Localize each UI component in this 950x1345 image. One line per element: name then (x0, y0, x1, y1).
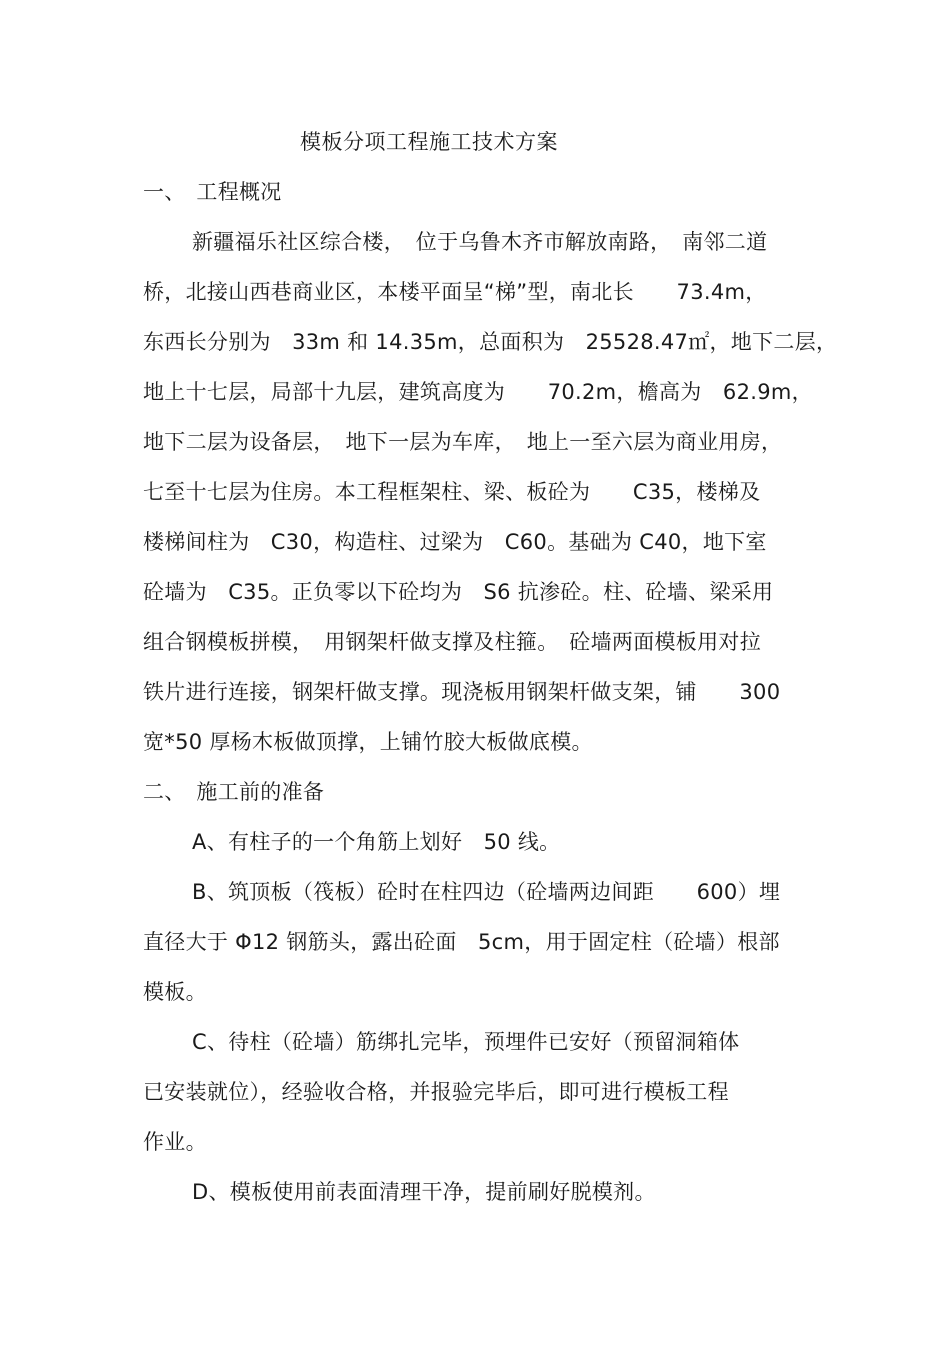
paragraph-line: 组合钢模板拼模， 用钢架杆做支撑及柱箍。 砼墙两面模板用对拉 (143, 630, 761, 654)
paragraph-line: 东西长分别为 33m 和 14.35m，总面积为 25528.47㎡，地下二层， (143, 330, 838, 354)
paragraph-line: 七至十七层为住房。本工程框架柱、梁、板砼为 C35，楼梯及 (143, 480, 761, 504)
paragraph-line: 桥，北接山西巷商业区，本楼平面呈“梯”型，南北长 73.4m， (143, 280, 767, 304)
paragraph-line: 地下二层为设备层， 地下一层为车库， 地上一至六层为商业用房， (143, 430, 783, 454)
document-title: 模板分项工程施工技术方案 (300, 130, 558, 154)
list-item-c: C、待柱（砼墙）筋绑扎完毕，预埋件已安好（预留洞箱体 (192, 1030, 740, 1054)
list-item-b: B、筑顶板（筏板）砼时在柱四边（砼墙两边间距 600）埋 (192, 880, 781, 904)
list-item-c-line: 已安装就位），经验收合格，并报验完毕后，即可进行模板工程 (143, 1080, 729, 1104)
list-item-d: D、模板使用前表面清理干净，提前刷好脱模剂。 (192, 1180, 656, 1204)
paragraph-line: 铁片进行连接，钢架杆做支撑。现浇板用钢架杆做支架，铺 300 (143, 680, 781, 704)
section-heading-preparation: 二、 施工前的准备 (143, 780, 325, 804)
list-item-b-line: 直径大于 Φ12 钢筋头，露出砼面 5cm，用于固定柱（砼墙）根部 (143, 930, 780, 954)
list-item-a: A、有柱子的一个角筋上划好 50 线。 (192, 830, 561, 854)
list-item-b-line: 模板。 (143, 980, 207, 1004)
paragraph-line: 宽*50 厚杨木板做顶撑，上铺竹胶大板做底模。 (143, 730, 593, 754)
paragraph-line: 楼梯间柱为 C30，构造柱、过梁为 C60。基础为 C40，地下室 (143, 530, 767, 554)
paragraph-line: 新疆福乐社区综合楼， 位于乌鲁木齐市解放南路， 南邻二道 (192, 230, 768, 254)
list-item-c-line: 作业。 (143, 1130, 207, 1154)
section-heading-overview: 一、 工程概况 (143, 180, 282, 204)
paragraph-line: 砼墙为 C35。正负零以下砼均为 S6 抗渗砼。柱、砼墙、梁采用 (143, 580, 774, 604)
paragraph-line: 地上十七层，局部十九层，建筑高度为 70.2m，檐高为 62.9m， (143, 380, 813, 404)
